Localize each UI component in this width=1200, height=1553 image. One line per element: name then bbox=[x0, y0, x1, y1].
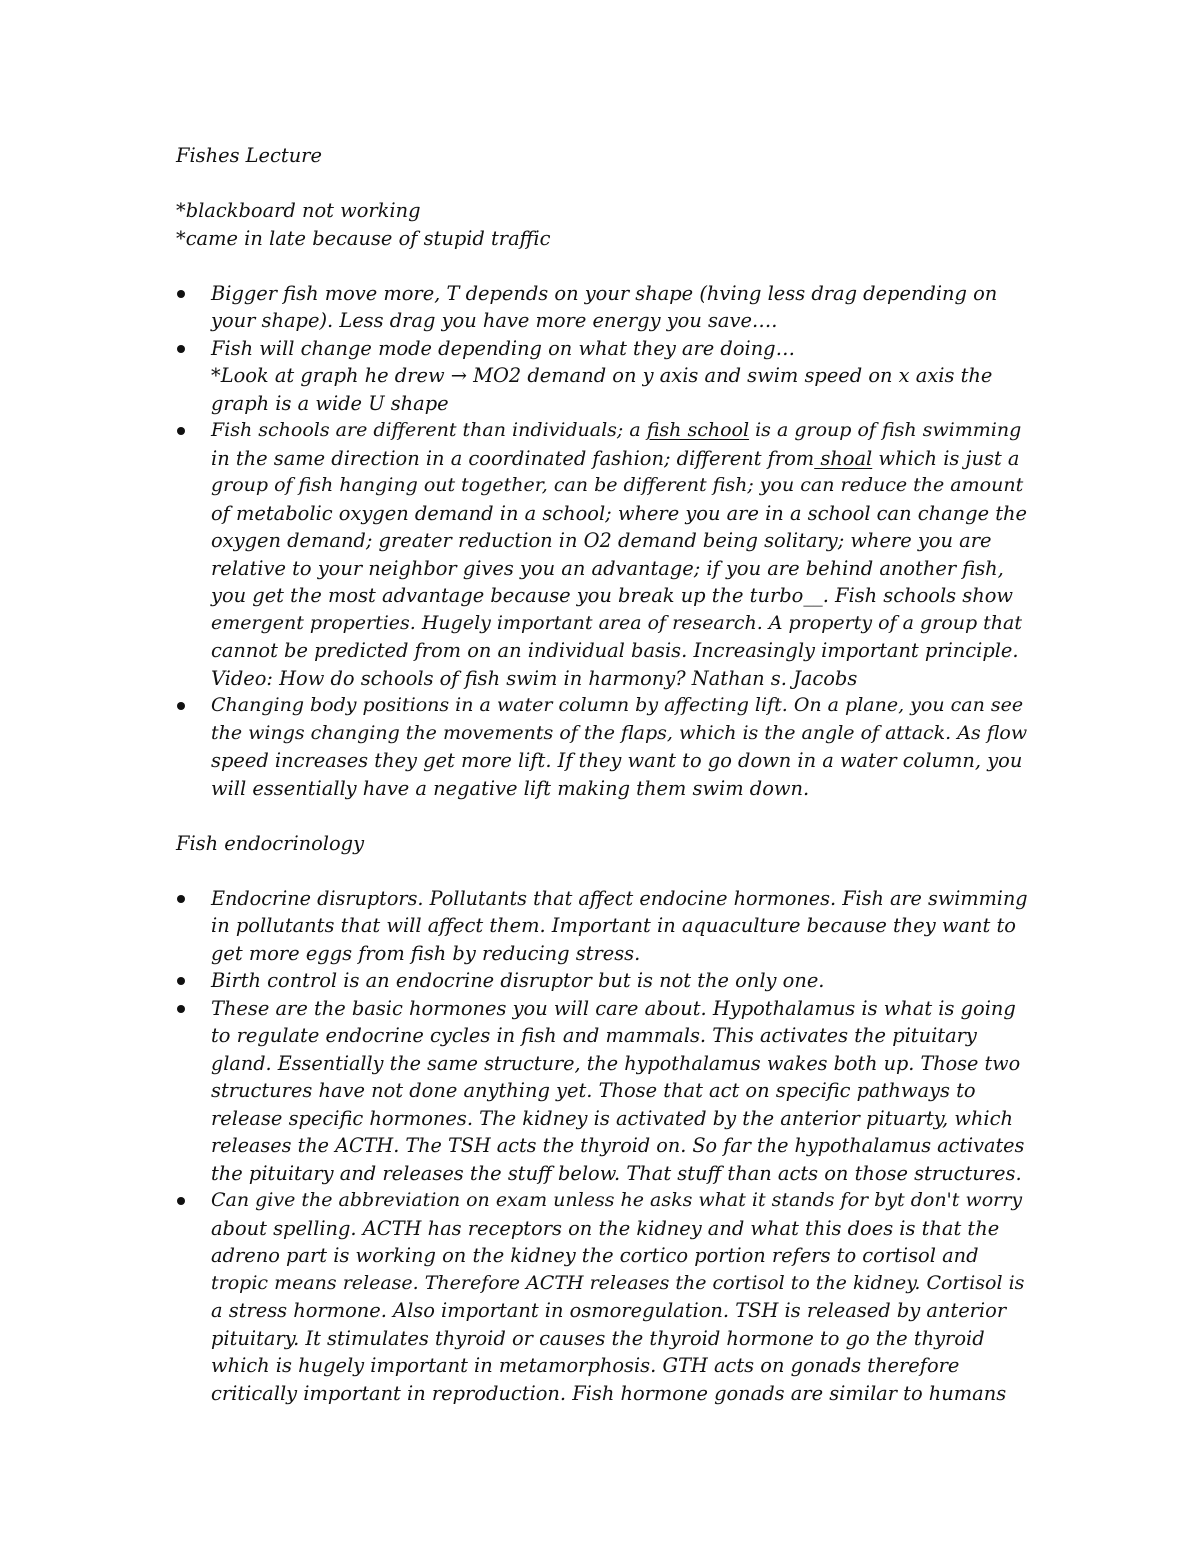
bullet-line bbox=[211, 445, 1046, 473]
bullet-line: get more eggs from fish by reducing stress. bbox=[211, 941, 641, 965]
bullet-line: adreno part is working on the kidney the cortico portion refers to cortisol and bbox=[211, 1244, 979, 1267]
bullet-line: oxygen demand; greater reduction in O2 demand being solitary; where you are bbox=[211, 529, 992, 552]
bullet-line: to regulate endocrine cycles in fish and mammals. This activates the pituitary bbox=[211, 1024, 977, 1047]
bullet-dot bbox=[177, 345, 185, 353]
bullet-item bbox=[176, 1187, 1046, 1407]
bullet-line: gland. Essentially the same structure, the hypothalamus wakes both up. Those two bbox=[211, 1051, 1021, 1075]
bullet-item bbox=[176, 885, 1046, 968]
bullet-line: Birth control is an endocrine disruptor but is not the only one. bbox=[211, 969, 825, 992]
bullet-line: a stress hormone. Also important in osmoregulation. TSH is released by anterior bbox=[211, 1299, 1007, 1322]
section1-bullet-list bbox=[176, 280, 1046, 803]
bullet-dot bbox=[177, 1197, 185, 1205]
section-heading-endocrinology: Fish endocrinology bbox=[176, 831, 365, 855]
bullet-dot bbox=[177, 895, 185, 903]
bullet-dot bbox=[177, 1005, 185, 1013]
bullet-dot bbox=[177, 427, 185, 435]
text-run: Fish schools are different than individuals; a bbox=[211, 419, 647, 441]
bullet-line: emergent properties. Hugely important area of research. A property of a group that bbox=[211, 611, 1022, 634]
section2-bullet-list bbox=[176, 885, 1046, 1408]
bullet-line: graph is a wide U shape bbox=[211, 391, 449, 415]
bullet-line: Video: How do schools of fish swim in harmony? Nathan s. Jacobs bbox=[211, 666, 858, 690]
bullet-item bbox=[176, 335, 1046, 418]
bullet-dot bbox=[177, 702, 185, 710]
bullet-line: *Look at graph he drew → MO2 demand on y axis and swim speed on x axis the bbox=[211, 364, 993, 387]
bullet-line: Bigger fish move more, T depends on your shape (hving less drag depending on bbox=[211, 281, 998, 305]
bullet-item bbox=[176, 280, 1046, 335]
bullet-dot bbox=[177, 977, 185, 985]
bullet-line: critically important in reproduction. Fish hormone gonads are similar to humans bbox=[211, 1381, 1007, 1405]
bullet-line bbox=[211, 417, 1046, 445]
note-blackboard: *blackboard not working bbox=[176, 199, 421, 222]
bullet-line: in pollutants that will affect them. Important in aquaculture because they want to bbox=[211, 914, 1016, 937]
text-run: in the same direction in a coordinated fashion; different from bbox=[211, 446, 815, 470]
bullet-line: releases the ACTH. The TSH acts the thyroid on. So far the hypothalamus activates bbox=[211, 1134, 1025, 1157]
bullet-line: Endocrine disruptors. Pollutants that affect endocine hormones. Fish are swimming bbox=[211, 886, 1028, 910]
text-run: is a group of fish swimming bbox=[749, 419, 1022, 441]
bullet-item bbox=[176, 967, 1046, 995]
bullet-line: tropic means release. Therefore ACTH releases the cortisol to the kidney. Cortisol is bbox=[211, 1271, 1025, 1294]
bullet-line: of metabolic oxygen demand in a school; where you are in a school can change the bbox=[211, 501, 1027, 525]
bullet-line: release specific hormones. The kidney is activated by the anterior pituarty, which bbox=[211, 1106, 1013, 1130]
bullet-line: the wings changing the movements of the flaps, which is the angle of attack. As flow bbox=[211, 721, 1028, 744]
term-fish-school: fish school bbox=[646, 419, 750, 441]
term-shoal: shoal bbox=[814, 446, 873, 470]
bullet-item bbox=[176, 995, 1046, 1188]
bullet-line: about spelling. ACTH has receptors on the kidney and what this does is that the bbox=[211, 1216, 1000, 1240]
bullet-line: relative to your neighbor gives you an advantage; if you are behind another fish, bbox=[211, 556, 1004, 580]
text-run: which is just a bbox=[872, 446, 1020, 470]
bullet-line: will essentially have a negative lift making them swim down. bbox=[211, 776, 810, 800]
bullet-dot bbox=[177, 290, 185, 298]
document-title: Fishes Lecture bbox=[176, 144, 322, 167]
bullet-line: structures have not done anything yet. Those that act on specific pathways to bbox=[211, 1079, 976, 1102]
bullet-line: group of fish hanging out together, can be different fish; you can reduce the amount bbox=[211, 474, 1024, 496]
bullet-line: the pituitary and releases the stuff below. That stuff than acts on those structures. bbox=[211, 1161, 1022, 1185]
bullet-line: speed increases they get more lift. If they want to go down in a water column, you bbox=[211, 749, 1023, 772]
bullet-line: Fish will change mode depending on what they are doing… bbox=[211, 336, 795, 360]
bullet-line: Changing body positions in a water column by affecting lift. On a plane, you can see bbox=[211, 694, 1024, 716]
bullet-line: pituitary. It stimulates thyroid or causes the thyroid hormone to go the thyroid bbox=[211, 1326, 985, 1350]
bullet-line: These are the basic hormones you will care about. Hypothalamus is what is going bbox=[211, 996, 1016, 1020]
document-page bbox=[176, 142, 1046, 1407]
bullet-item bbox=[176, 692, 1046, 802]
note-late: *came in late because of stupid traffic bbox=[176, 226, 551, 250]
bullet-line: which is hugely important in metamorphosis. GTH acts on gonads therefore bbox=[211, 1354, 960, 1377]
bullet-line: your shape). Less drag you have more energy you save…. bbox=[211, 309, 778, 332]
bullet-item bbox=[176, 417, 1046, 692]
bullet-line: you get the most advantage because you break up the turbo__. Fish schools show bbox=[211, 584, 1013, 607]
bullet-line: cannot be predicted from on an individual basis. Increasingly important principle. bbox=[211, 639, 1019, 662]
bullet-line: Can give the abbreviation on exam unless he asks what it stands for byt don't worry bbox=[211, 1189, 1023, 1211]
